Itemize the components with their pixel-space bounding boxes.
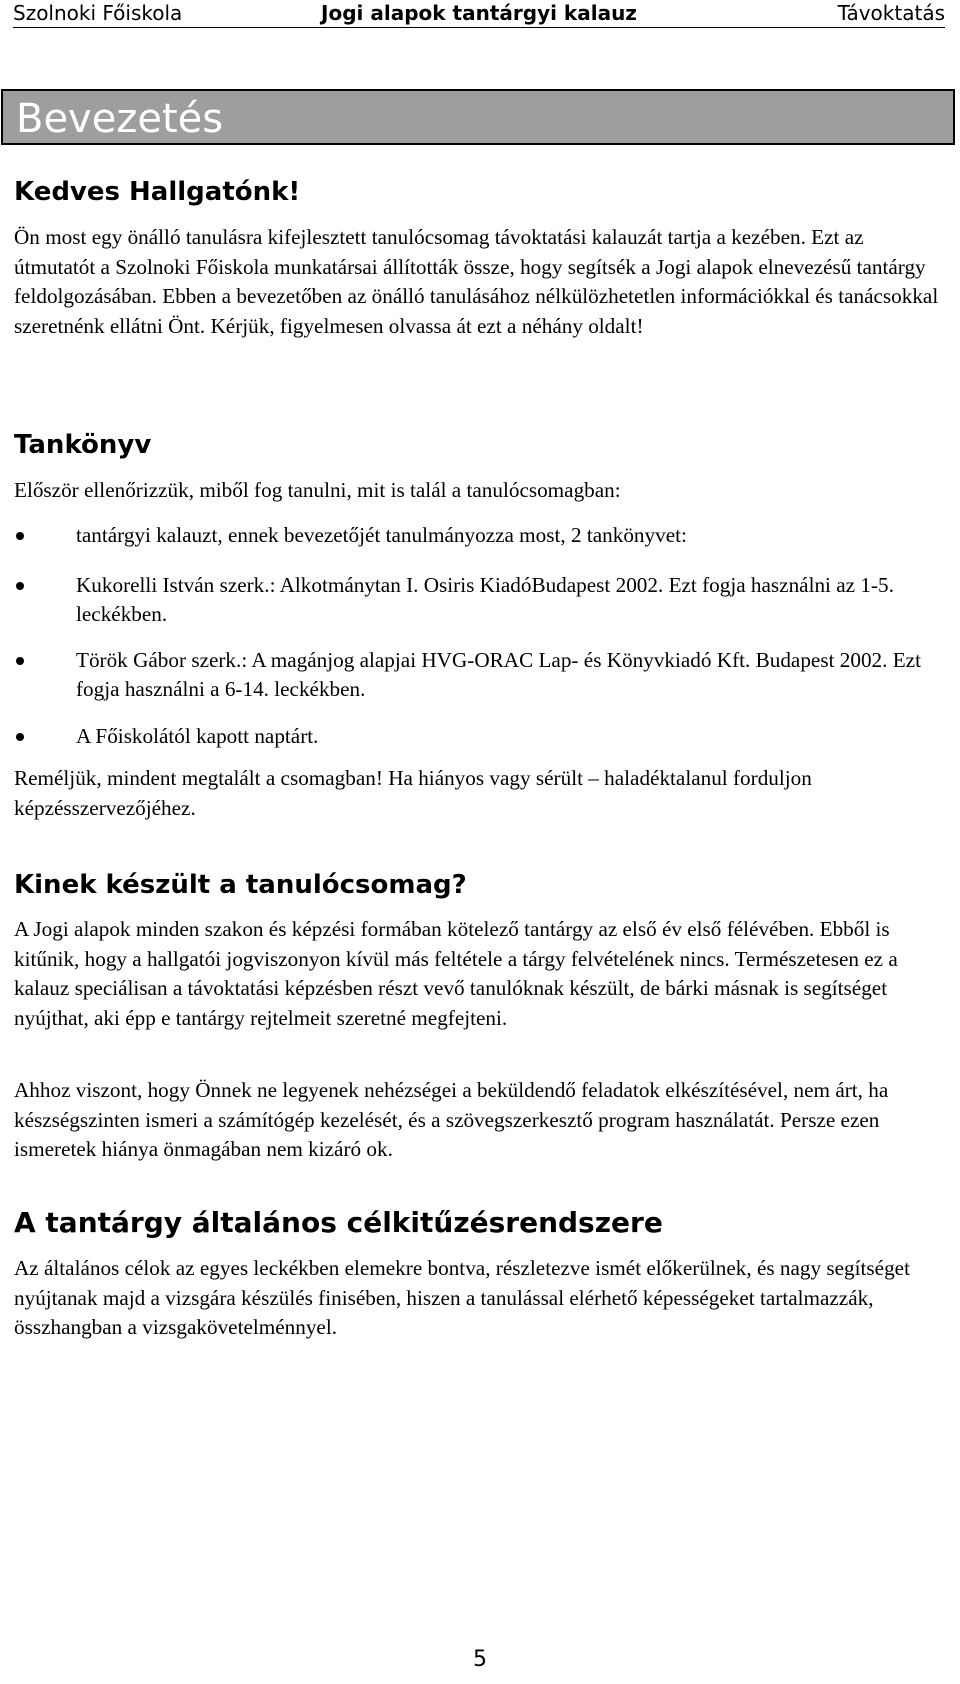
list-item-text: Török Gábor szerk.: A magánjog alapjai HVG-ORAC Lap- és Könyvkiadó Kft. Budapest 2002. Ezt fogja használni a 6-14. leckékben. (76, 648, 921, 701)
header-institution: Szolnoki Főiskola (13, 1, 183, 25)
textbook-intro: Először ellenőrizzük, miből fog tanulni, mit is talál a tanulócsomagban: (14, 478, 621, 502)
textbook-closing: Reméljük, mindent megtalált a csomagban! Ha hiányos vagy sérült – haladéktalanul forduljon képzésszervezőjéhez. (14, 766, 812, 820)
running-header (13, 0, 945, 28)
page-number: 5 (473, 1647, 487, 1672)
bullet-icon (16, 532, 24, 540)
bullet-icon (16, 733, 24, 741)
bullet-icon (16, 657, 24, 665)
greeting-heading: Kedves Hallgatónk! (14, 177, 301, 207)
list-item-text: A Főiskolától kapott naptárt. (76, 724, 319, 748)
list-item-text: Kukorelli István szerk.: Alkotmánytan I. Osiris KiadóBudapest 2002. Ezt fogja használni az 1-5. leckékben. (76, 573, 894, 626)
header-mode: Távoktatás (837, 1, 945, 25)
chapter-title: Bevezetés (16, 96, 224, 142)
audience-paragraph-2: Ahhoz viszont, hogy Önnek ne legyenek nehézségei a beküldendő feladatok elkészítésével, nem árt, ha készségszinten ismeri a számítógép kezelését, és a szövegszerkesztő program használatát. Persze ezen ismeretek hiánya önmagában nem kizáró ok. (14, 1078, 889, 1161)
chapter-banner (1, 89, 955, 145)
goals-paragraph: Az általános célok az egyes leckékben elemekre bontva, részletezve ismét előkerülnek, és nagy segítséget nyújtanak majd a vizsgára készülés finisében, hiszen a tanulással elérhető képességeket tartalmazzák, összhangban a vizsgakövetelménnyel. (14, 1256, 910, 1339)
goals-heading: A tantárgy általános célkitűzésrendszere (14, 1206, 663, 1239)
greeting-paragraph: Ön most egy önálló tanulásra kifejlesztett tanulócsomag távoktatási kalauzát tartja a kezében. Ezt az útmutatót a Szolnoki Főiskola munkatársai állították össze, hogy segítsék a Jogi alapok elnevezésű tantárgy feldolgozásában. Ebben a bevezetőben az önálló tanulásához nélkülözhetetlen információkkal és tanácsokkal szeretnénk ellátni Önt. Kérjük, figyelmesen olvassa át ezt a néhány oldalt! (14, 225, 939, 338)
audience-paragraph-1: A Jogi alapok minden szakon és képzési formában kötelező tantárgy az első év első félévében. Ebből is kitűnik, hogy a hallgatói jogviszonyon kívül más feltétele a tárgy felvételének nincs. Természetesen ez a kalauz speciálisan a távoktatási képzésben részt vevő tanulóknak készült, de bárki másnak is segítséget nyújthat, aki épp e tantárgy rejtelmeit szeretné megfejteni. (14, 917, 898, 1030)
header-title: Jogi alapok tantárgyi kalauz (321, 1, 637, 25)
bullet-icon (16, 582, 24, 590)
textbook-heading: Tankönyv (14, 430, 152, 460)
audience-heading: Kinek készült a tanulócsomag? (14, 870, 467, 900)
list-item-text: tantárgyi kalauzt, ennek bevezetőjét tanulmányozza most, 2 tankönyvet: (76, 523, 687, 547)
